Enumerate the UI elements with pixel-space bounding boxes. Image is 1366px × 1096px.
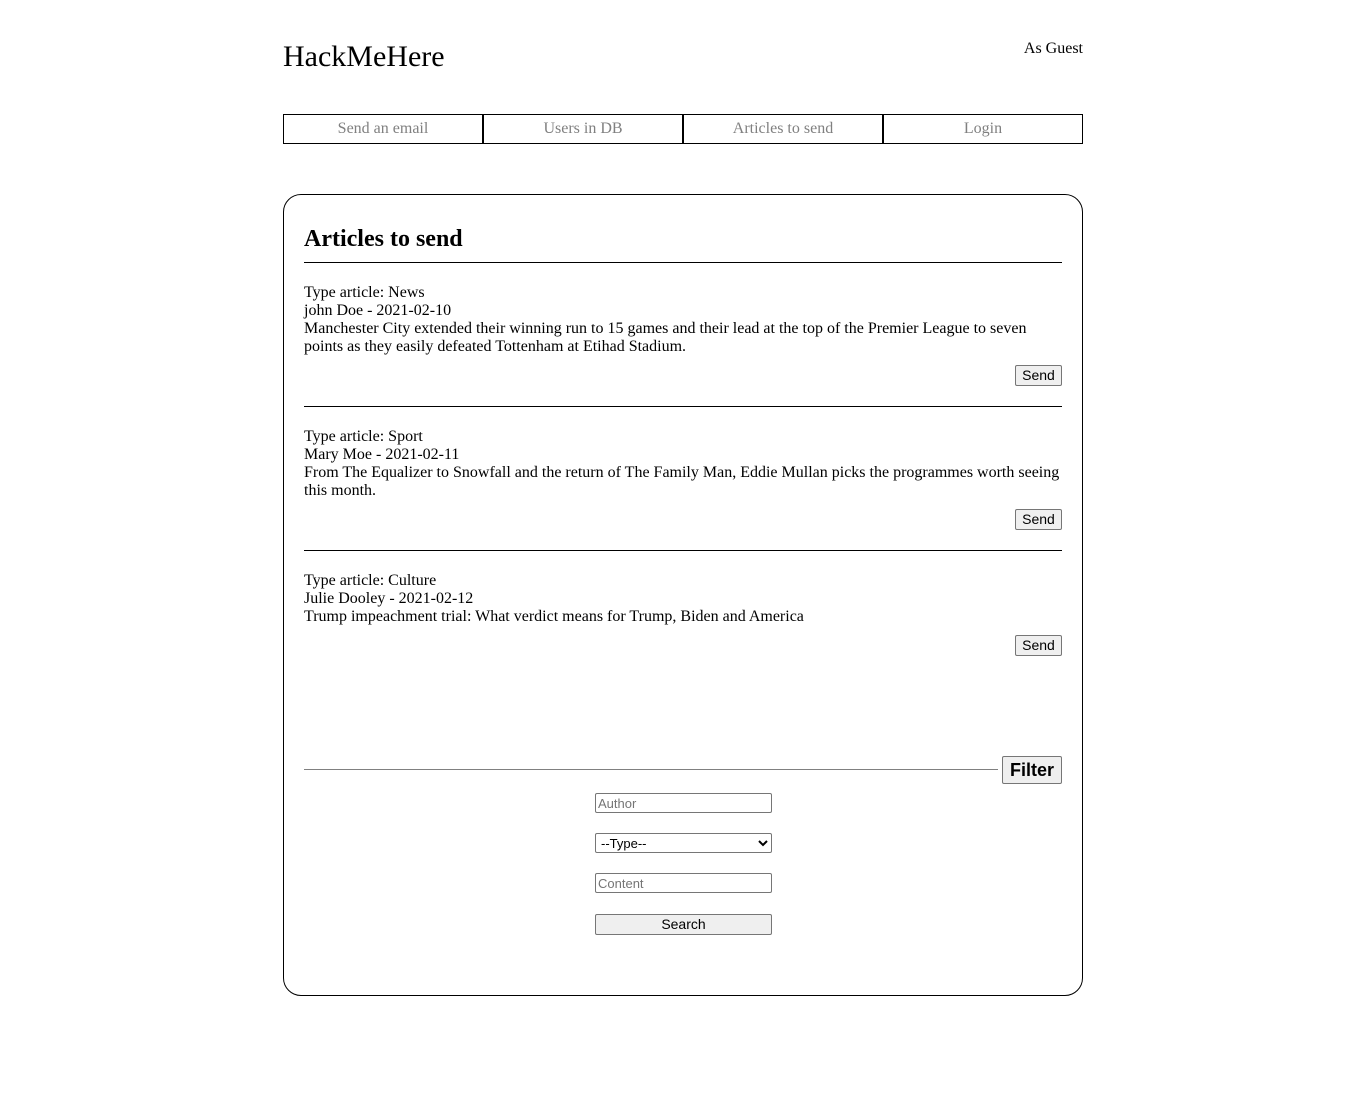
- articles-panel: [283, 194, 1083, 996]
- page-title: Articles to send: [304, 226, 463, 252]
- send-button[interactable]: Send: [1015, 365, 1062, 386]
- send-button[interactable]: Send: [1015, 635, 1062, 656]
- divider: [304, 262, 1062, 263]
- article-byline: Julie Dooley - 2021-02-12: [304, 590, 474, 607]
- article-content: Trump impeachment trial: What verdict means for Trump, Biden and America: [304, 608, 804, 625]
- article-type: Type article: Sport: [304, 428, 423, 445]
- article-item: [304, 428, 1062, 500]
- nav-articles-to-send[interactable]: Articles to send: [683, 114, 883, 144]
- search-button[interactable]: Search: [595, 914, 772, 935]
- filter-divider: [304, 769, 998, 770]
- article-byline: john Doe - 2021-02-10: [304, 302, 452, 319]
- article-item: [304, 572, 1062, 626]
- article-item: [304, 284, 1062, 356]
- divider: [304, 550, 1062, 551]
- nav-login[interactable]: Login: [883, 114, 1083, 144]
- user-status: As Guest: [1023, 40, 1083, 57]
- type-select[interactable]: [595, 833, 772, 853]
- send-button[interactable]: Send: [1015, 509, 1062, 530]
- nav-send-email[interactable]: Send an email: [283, 114, 483, 144]
- article-type: Type article: Culture: [304, 572, 437, 589]
- nav-users-in-db[interactable]: Users in DB: [483, 114, 683, 144]
- content-input[interactable]: [595, 873, 772, 893]
- article-byline: Mary Moe - 2021-02-11: [304, 446, 460, 463]
- site-title: HackMeHere: [283, 40, 445, 73]
- main-nav: [283, 114, 1083, 144]
- article-type: Type article: News: [304, 284, 425, 301]
- filter-button[interactable]: Filter: [1002, 756, 1062, 784]
- author-input[interactable]: [595, 793, 772, 813]
- article-content: Manchester City extended their winning run to 15 games and their lead at the top of the Premier League to seven points as they easily defeated Tottenham at Etihad Stadium.: [304, 320, 1027, 355]
- article-content: From The Equalizer to Snowfall and the return of The Family Man, Eddie Mullan picks the programmes worth seeing this month.: [304, 464, 1060, 499]
- divider: [304, 406, 1062, 407]
